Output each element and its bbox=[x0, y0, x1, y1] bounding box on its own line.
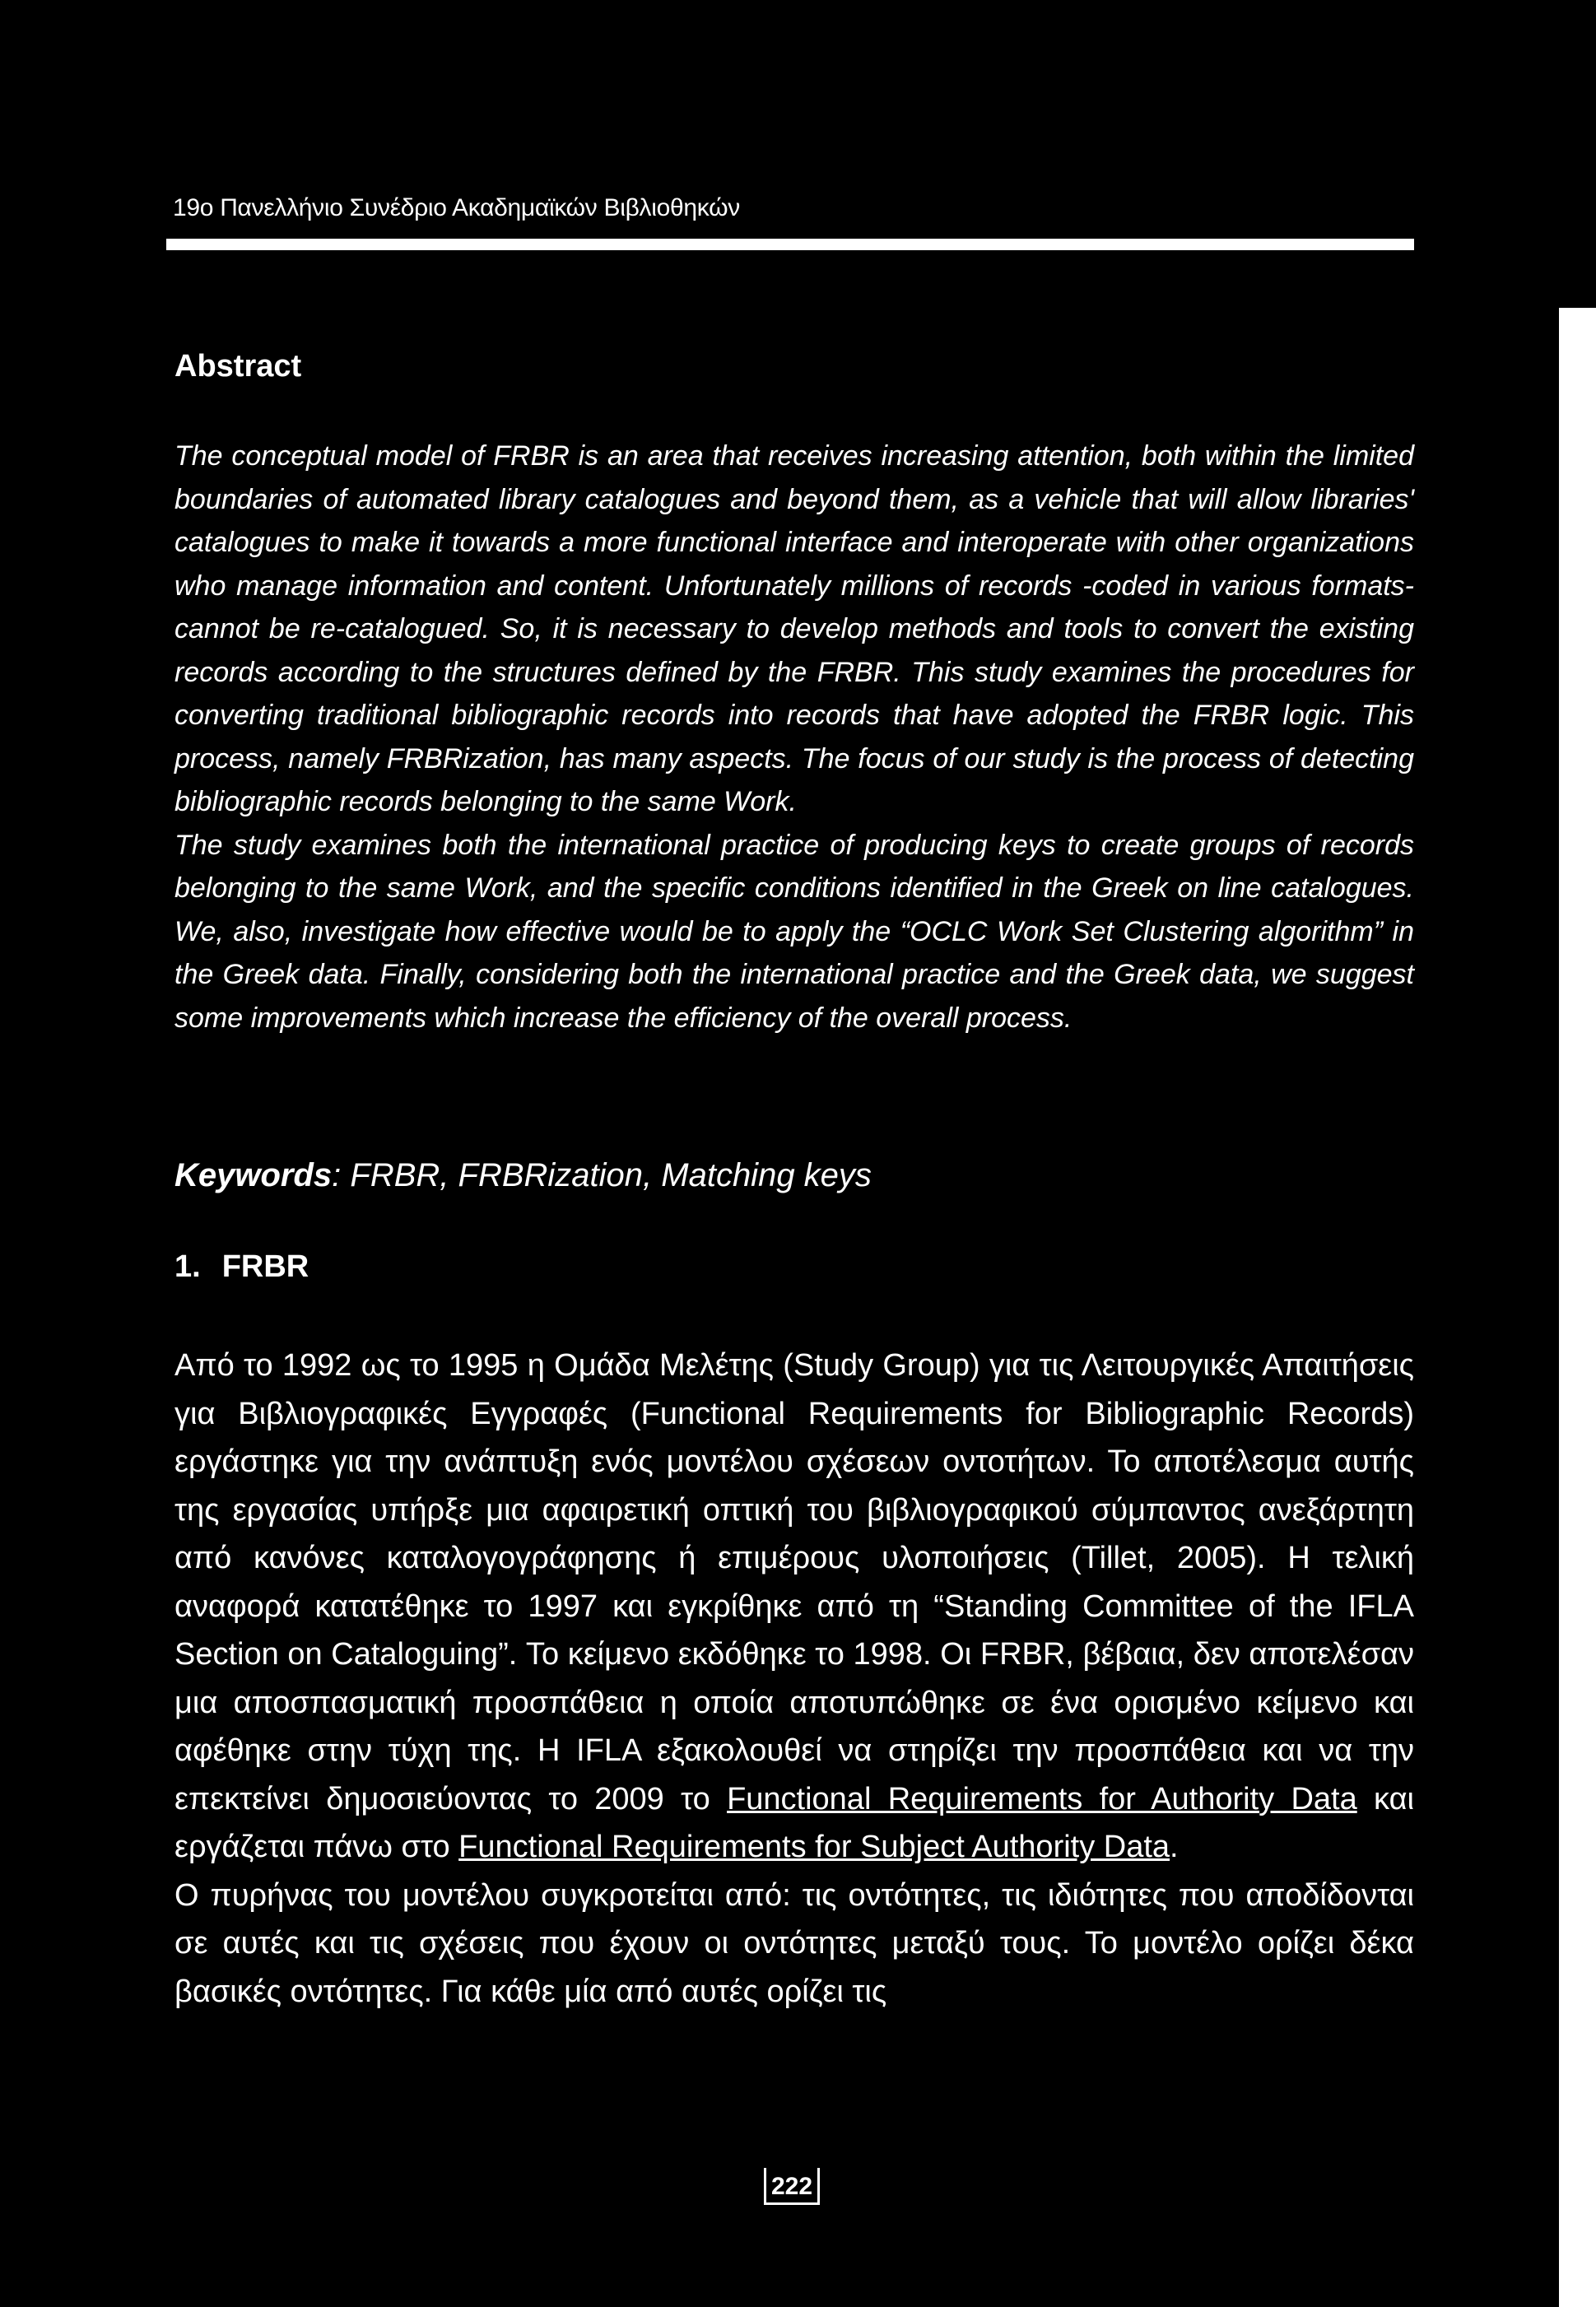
keywords-values: FRBR, FRBRization, Matching keys bbox=[350, 1157, 872, 1193]
page-edge-bar bbox=[1559, 308, 1596, 2307]
header-rule bbox=[166, 239, 1414, 250]
body-paragraph-1-text: Από το 1992 ως το 1995 η Ομάδα Μελέτης (Study Group) για τις Λειτουργικές Απαιτήσεις για Βιβλιογραφικές Εγγραφές (Functional Requirements for Bibliographic Records) εργάστηκε για την ανάπτυξη ενός μοντέλου σχέσεων οντοτήτων. Το αποτέλεσμα αυτής της εργασίας υπήρξε μια αφαιρετική οπτική του βιβλιογραφικού σύμπαντος ανεξάρτητη από κανόνες καταλογογράφησης ή επιμέρους υλοποιήσεις (Tillet, 2005). Η τελική αναφορά κατατέθηκε το 1997 και εγκρίθηκε από τη “Standing Committee of the IFLA Section on Cataloguing”. Το κείμενο εκδόθηκε το 1998. Οι FRBR, βέβαια, δεν αποτελέσαν μια αποσπασματική προσπάθεια η οποία αποτυπώθηκε σε ένα ορισμένο κείμενο και αφέθηκε στην τύχη της. Η IFLA εξακολουθεί να στηρίζει την προσπάθεια και να την επεκτείνει δημοσιεύοντας το 2009 το bbox=[174, 1348, 1414, 1816]
page-number: 222 bbox=[764, 2168, 820, 2205]
body-paragraph-2: Ο πυρήνας του μοντέλου συγκροτείται από: τις οντότητες, τις ιδιότητες που αποδίδονται σε αυτές και τις σχέσεις που έχουν οι οντότητες μεταξύ τους. Το μοντέλο ορίζει δέκα βασικές οντότητες. Για κάθε μία από αυτές ορίζει τις bbox=[174, 1877, 1414, 2009]
keywords-separator: : bbox=[332, 1157, 351, 1193]
frsad-link[interactable]: Functional Requirements for Subject Authority Data bbox=[458, 1830, 1170, 1864]
frad-link[interactable]: Functional Requirements for Authority Data bbox=[727, 1781, 1357, 1816]
abstract-paragraph-2: The study examines both the international practice of producing keys to create groups of records belonging to the same Work, and the specific conditions identified in the Greek on line catalogues. We, also, investigate how effective would be to apply the “OCLC Work Set Clustering algorithm” in the Greek data. Finally, considering both the international practice and the Greek data, we suggest some improvements which increase the efficiency of the overall process. bbox=[174, 829, 1414, 1034]
abstract-heading: Abstract bbox=[174, 349, 302, 384]
running-header: 19ο Πανελλήνιο Συνέδριο Ακαδημαϊκών Βιβλιοθηκών bbox=[173, 194, 740, 221]
section-number: 1. bbox=[174, 1249, 201, 1284]
body-paragraph-1 bbox=[174, 1342, 1414, 1872]
section-title: FRBR bbox=[221, 1249, 309, 1284]
body-paragraph-1-end: . bbox=[1170, 1830, 1179, 1864]
keywords-label: Keywords bbox=[174, 1157, 333, 1193]
section-heading bbox=[174, 1249, 1414, 1285]
section-body bbox=[174, 1342, 1414, 2016]
abstract-body bbox=[174, 435, 1414, 1040]
keywords-line bbox=[174, 1157, 1414, 1194]
abstract-paragraph-1: The conceptual model of FRBR is an area that receives increasing attention, both within the limited boundaries of automated library catalogues and beyond them, as a vehicle that will allow libraries' catalogues to make it towards a more functional interface and interoperate with other organizations who manage information and content. Unfortunately millions of records -coded in various formats- cannot be re-catalogued. So, it is necessary to develop methods and tools to convert the existing records according to the structures defined by the FRBR. This study examines the procedures for converting traditional bibliographic records into records that have adopted the FRBR logic. This process, namely FRBRization, has many aspects. The focus of our study is the process of detecting bibliographic records belonging to the same Work. bbox=[174, 440, 1414, 817]
body-paragraph-1-middle: και εργάζεται πάνω στο bbox=[174, 1781, 1414, 1864]
